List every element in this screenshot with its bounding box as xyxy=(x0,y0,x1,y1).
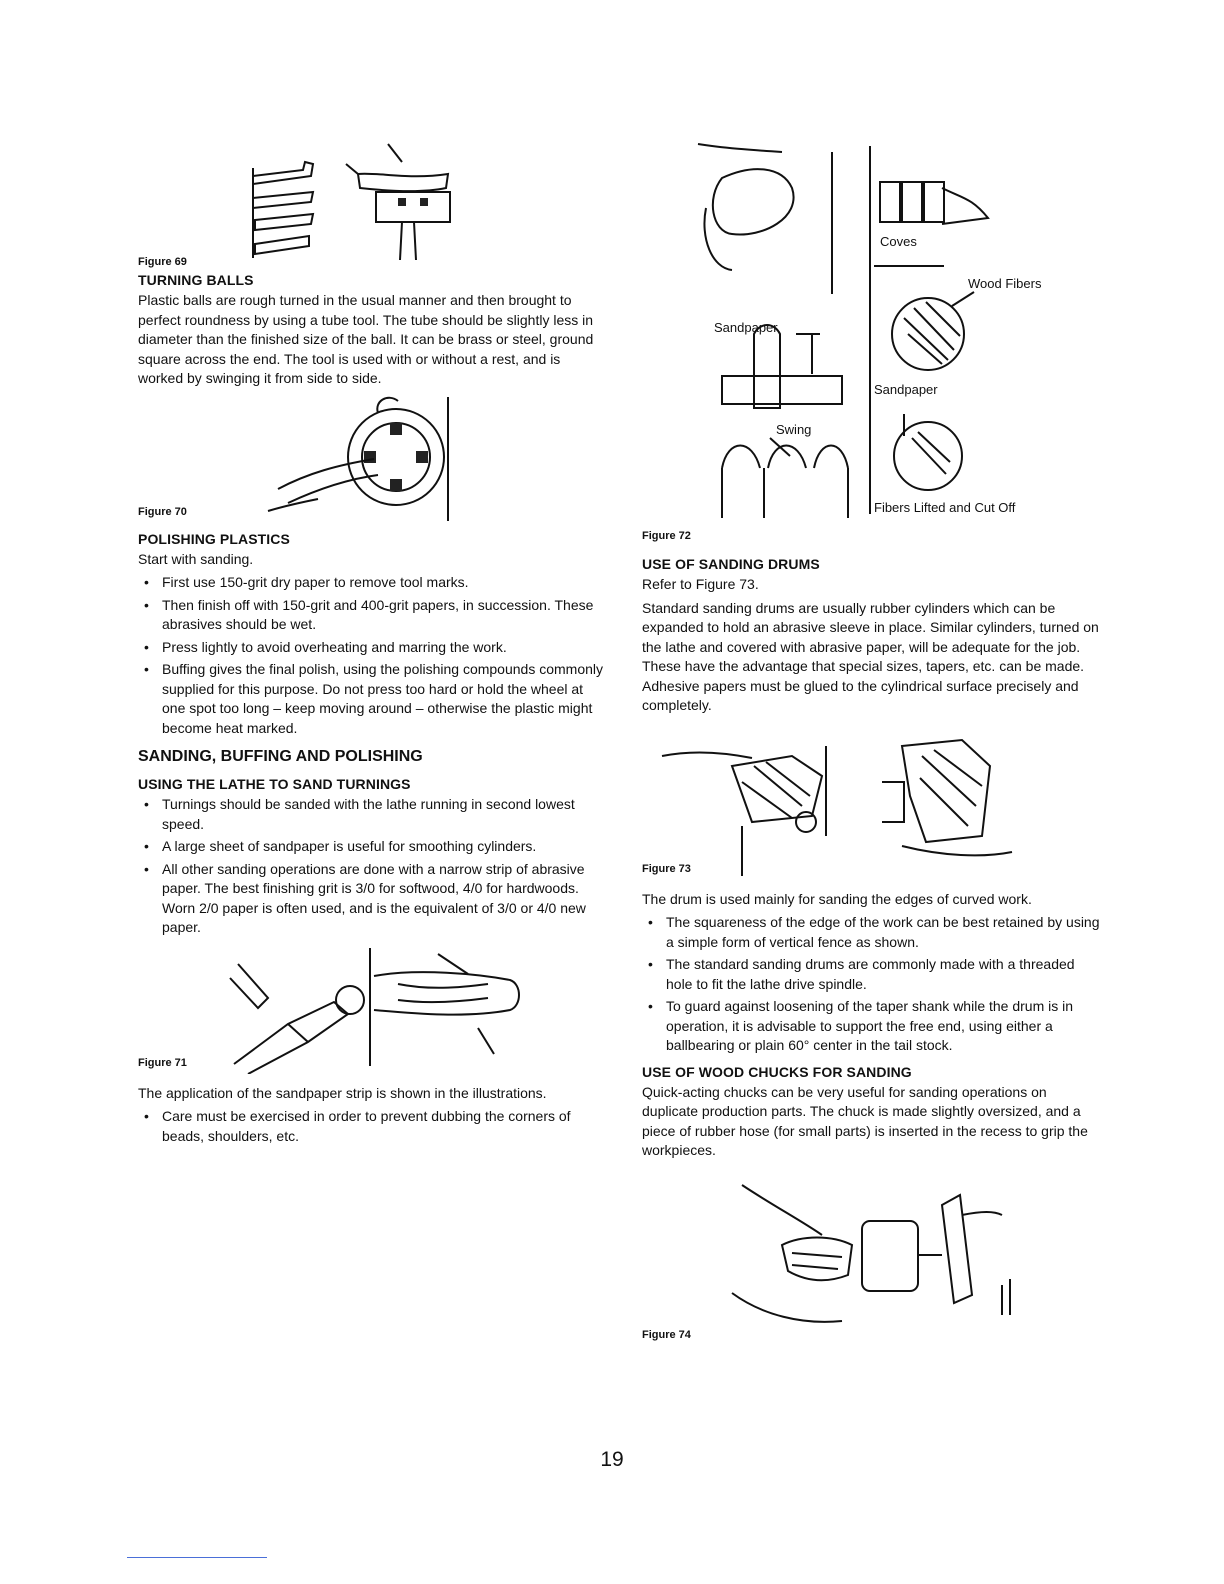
figure-72 xyxy=(642,138,1102,548)
figure-74-illustration xyxy=(642,1175,1102,1345)
figure-73-illustration xyxy=(642,726,1102,876)
polishing-intro: Start with sanding. xyxy=(138,550,254,567)
drum-list xyxy=(642,913,1102,1056)
figure-69-illustration xyxy=(138,138,608,272)
list-item: • A large sheet of sandpaper is useful for smoothing cylinders. xyxy=(144,838,537,854)
drums-heading: USE OF SANDING DRUMS xyxy=(642,556,820,572)
list-item: • Then finish off with 150-grit and 400-grit papers, in succession. These abrasives should be wet. xyxy=(144,596,594,632)
polishing-heading: POLISHING PLASTICS xyxy=(138,530,290,547)
list-item: • Press lightly to avoid overheating and marring the work. xyxy=(144,638,507,655)
swing-label: Swing xyxy=(776,422,812,437)
figure-73 xyxy=(642,726,1102,876)
figure-71 xyxy=(138,944,608,1074)
figure-72-caption: Figure 72 xyxy=(642,530,691,542)
turning-balls-heading: TURNING BALLS xyxy=(138,272,254,288)
figure-70 xyxy=(138,393,608,523)
right-column xyxy=(642,138,1102,1345)
footer-rule xyxy=(127,1557,267,1558)
turning-balls-body: Plastic balls are rough turned in the usual manner and then brought to perfect roundness by using a tube tool. The tube should be slightly less in diameter than the finished size of the ball. It can be brass or steel, ground square across the end. The tool is used with or without a rest, and is worked by swinging it from side to side. xyxy=(138,292,594,386)
figure-70-illustration xyxy=(138,393,608,523)
list-item: • First use 150-grit dry paper to remove tool marks. xyxy=(144,574,469,590)
sandpaper-right-label: Sandpaper xyxy=(874,382,938,397)
application-text: The application of the sandpaper strip is shown in the illustrations. xyxy=(138,1084,547,1101)
page-number: 19 xyxy=(600,1448,624,1471)
list-item: • To guard against loosening of the taper shank while the drum is in operation, it is advisable to support the free end, using either a ballbearing or plain 60° center in the tail stock. xyxy=(648,998,1074,1053)
list-item: • The squareness of the edge of the work can be best retained by using a simple form of vertical fence as shown. xyxy=(648,914,1100,950)
list-item: • The standard sanding drums are commonly made with a threaded hole to fit the lathe drive spindle. xyxy=(648,956,1075,992)
care-list xyxy=(138,1107,608,1146)
list-item: • Turnings should be sanded with the lathe running in second lowest speed. xyxy=(144,796,575,832)
figure-71-illustration xyxy=(138,944,608,1074)
figure-69-caption: Figure 69 xyxy=(138,256,187,268)
figure-69 xyxy=(138,138,608,272)
figure-70-caption: Figure 70 xyxy=(138,505,187,518)
coves-label: Coves xyxy=(880,234,917,249)
drums-body: Standard sanding drums are usually rubber cylinders which can be expanded to hold an abrasive sleeve in place. Similar cylinders, turned on the lathe and covered with abrasive paper, will be adequate for the job. These have the advantage that special sizes, tapers, etc. can be made. Adhesive papers must be glued to the cylindrical surface precisely and completely. xyxy=(642,599,1099,713)
chucks-body: Quick-acting chucks can be very useful for sanding operations on duplicate production parts. The chuck is made slightly oversized, and a piece of rubber hose (for small parts) is inserted in the recess to grip the workpieces. xyxy=(642,1083,1088,1158)
left-column xyxy=(138,138,608,1152)
figure-74-caption: Figure 74 xyxy=(642,1328,691,1341)
list-item: • Buffing gives the final polish, using the polishing compounds commonly supplied for this purpose. Do not press too hard or hold the wheel at one spot too long – keep moving around – otherwise the plastic might become heat marked. xyxy=(144,661,603,736)
lathe-list xyxy=(138,795,608,938)
list-item: • All other sanding operations are done with a narrow strip of abrasive paper. The best finishing grit is 3/0 for softwood, 4/0 for hardwoods. Worn 2/0 paper is often used, and is the equivalent of 3/0 or 4/0 new paper. xyxy=(144,860,586,935)
figure-74 xyxy=(642,1175,1102,1345)
figure-72-illustration xyxy=(642,138,1102,548)
drum-used-text: The drum is used mainly for sanding the edges of curved work. xyxy=(642,890,1032,907)
chucks-heading: USE OF WOOD CHUCKS FOR SANDING xyxy=(642,1063,912,1080)
sandpaper-left-label: Sandpaper xyxy=(714,320,778,335)
fibers-lifted-label: Fibers Lifted and Cut Off xyxy=(874,500,1016,515)
wood-fibers-label: Wood Fibers xyxy=(968,276,1042,291)
figure-71-caption: Figure 71 xyxy=(138,1056,187,1069)
polishing-list xyxy=(138,573,608,738)
drums-refer: Refer to Figure 73. xyxy=(642,576,759,592)
lathe-heading: USING THE LATHE TO SAND TURNINGS xyxy=(138,776,411,792)
sanding-section-heading: SANDING, BUFFING AND POLISHING xyxy=(138,748,423,765)
figure-73-caption: Figure 73 xyxy=(642,862,691,875)
list-item: • Care must be exercised in order to prevent dubbing the corners of beads, shoulders, etc. xyxy=(144,1108,571,1144)
